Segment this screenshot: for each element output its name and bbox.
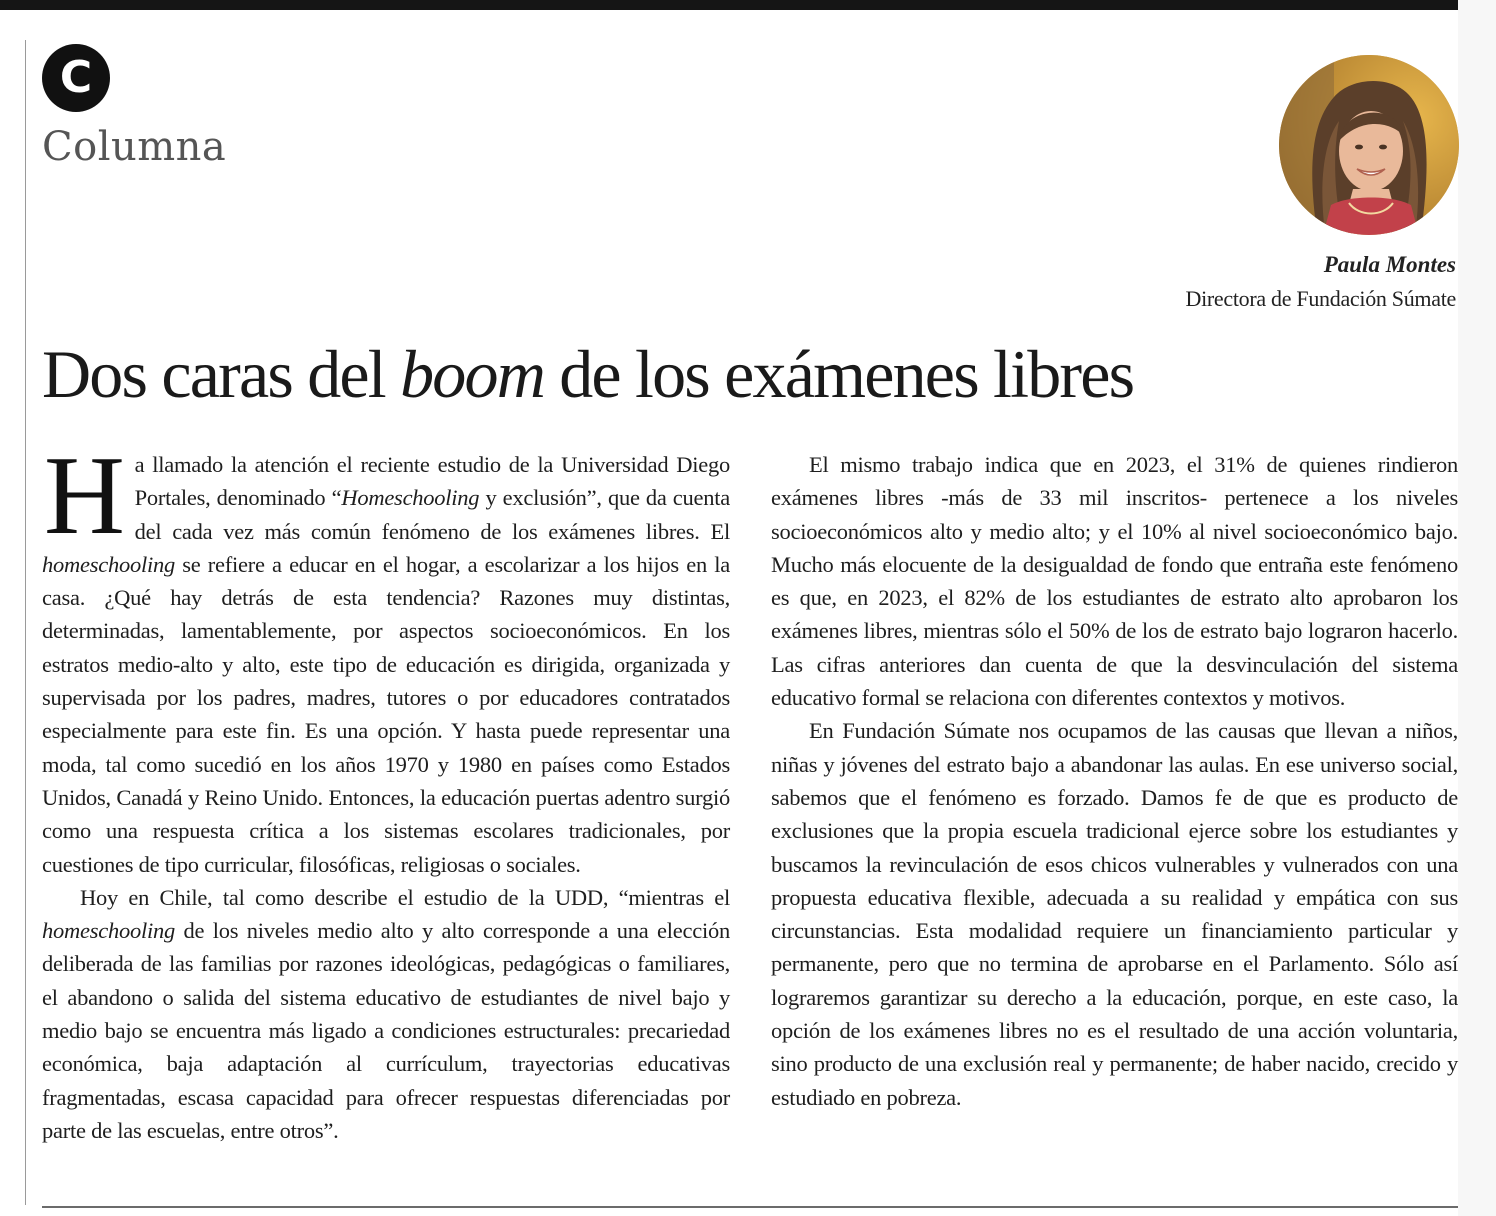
- author-role: Directora de Fundación Súmate: [1185, 286, 1456, 311]
- left-margin-rule: [25, 40, 26, 1205]
- top-rule: [0, 0, 1458, 10]
- p2-italic-b: homeschooling: [42, 918, 175, 944]
- article-paragraph-1: [42, 434, 730, 881]
- column-logo-icon: C: [42, 44, 110, 112]
- p2-text-a: Hoy en Chile, tal como describe el estudio de la UDD, “mientras el: [80, 884, 730, 910]
- p1-text-c: y exclusión”, que da cuenta del cada vez más común fenómeno de los exámenes libres. El: [134, 485, 730, 544]
- p1-text-e: se refiere a educar en el hogar, a escolarizar a los hijos en la casa. ¿Qué hay detrás de esta tendencia? Razones muy distintas, determinadas, lamentablemente, por aspectos socioeconómicos. En los estratos medio-alto y alto, este tipo de educación es dirigida, organizada y supervisada por los padres, madres, tutores o por educadores contratados especialmente para este fin. Es una opción. Y hasta puede representar una moda, tal como sucedió en los años 1970 y 1980 en países como Estados Unidos, Canadá y Reino Unido. Entonces, la educación puertas adentro surgió como una respuesta crítica a los sistemas escolares tradicionales, por cuestiones de tipo curricular, filosóficas, religiosas o sociales.: [42, 551, 730, 877]
- article-column-left: [42, 434, 730, 1147]
- article-paragraph-4: En Fundación Súmate nos ocupamos de las causas que llevan a niños, niñas y jóvenes del estrato bajo a abandonar las aulas. En ese universo social, sabemos que el fenómeno es forzado. Damos fe de que es producto de exclusiones que la propia escuela tradicional ejerce sobre los estudiantes y buscamos la revinculación de esos chicos vulnerables y vulnerados con una propuesta educativa flexible, adecuada a su realidad y empática con sus circunstancias. Esta modalidad requiere un financiamiento particular y permanente, pero que no termina de aprobarse en el Parlamento. Sólo así lograremos garantizar su derecho a la educación, porque, en este caso, la opción de los exámenes libres no es el resultado de una acción voluntaria, sino producto de una exclusión real y permanente; de haber nacido, crecido y estudiado en pobreza.: [771, 718, 1458, 1110]
- author-portrait-icon: [1279, 55, 1459, 235]
- p1-text-a: a llamado la atención el reciente estudio de la Universidad Diego Portales, denominado “: [134, 452, 730, 511]
- headline-italic-word: boom: [400, 336, 545, 412]
- page-edge: [1458, 0, 1496, 1216]
- headline: [42, 334, 1133, 414]
- article-paragraph-2: [42, 881, 730, 1147]
- headline-part-2: de los exámenes libres: [544, 336, 1134, 412]
- p1-italic-b: Homeschooling: [341, 485, 480, 511]
- headline-part-1: Dos caras del: [42, 336, 401, 412]
- article-column-right: [771, 448, 1458, 1114]
- p1-italic-d: homeschooling: [42, 551, 175, 577]
- article-paragraph-3: El mismo trabajo indica que en 2023, el 31% de quienes rindieron exámenes libres -más de 33 mil inscritos- pertenece a los niveles socioeconómicos alto y medio alto; y el 10% al nivel socioeconómico bajo. Mucho más elocuente de la desigualdad de fondo que entraña este fenómeno es que, en 2023, el 82% de los estudiantes de estrato alto aprobaron los exámenes libres, mientras sólo el 50% de los de estrato bajo lograron hacerlo. Las cifras anteriores dan cuenta de que la desvinculación del sistema educativo formal se relaciona con diferentes contextos y motivos.: [771, 452, 1458, 711]
- drop-cap: H: [44, 434, 125, 558]
- p2-text-c: de los niveles medio alto y alto corresponde a una elección deliberada de las familias por razones ideológicas, pedagógicas o familiares, el abandono o salida del sistema educativo de estudiantes de nivel bajo y medio bajo se encuentra más ligado a condiciones estructurales: precariedad económica, baja adaptación al currículum, trayectorias educativas fragmentadas, escasa capacidad para ofrecer respuestas diferenciadas por parte de las escuelas, entre otros”.: [42, 918, 730, 1143]
- bottom-rule: [42, 1206, 1458, 1208]
- author-name: Paula Montes: [1323, 252, 1456, 277]
- section-label: Columna: [42, 124, 227, 170]
- author-avatar: [1279, 55, 1459, 235]
